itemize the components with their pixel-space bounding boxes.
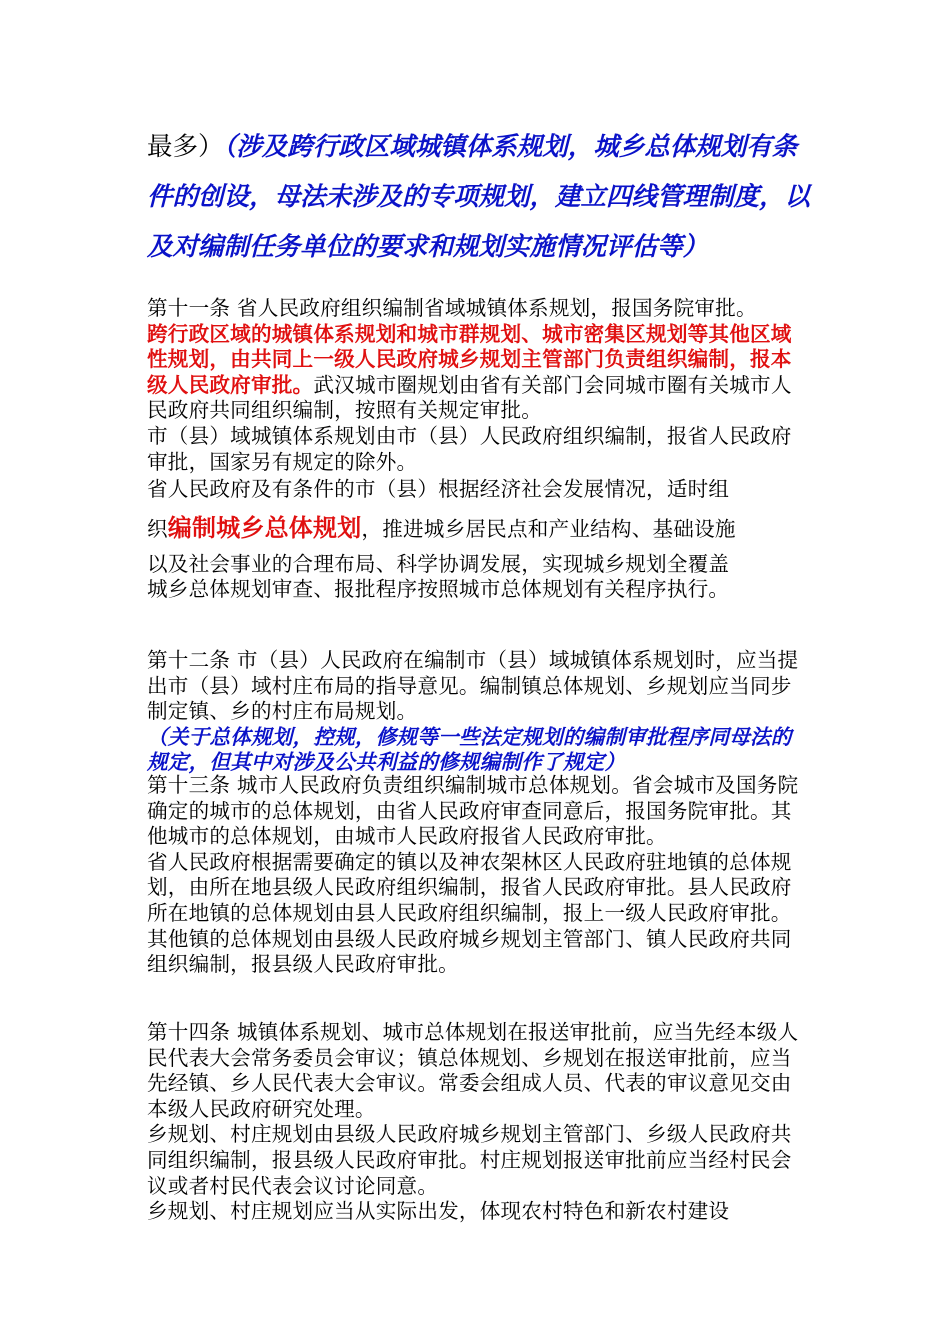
article-11-para-4c: 以及社会事业的合理布局、科学协调发展，实现城乡规划全覆盖 bbox=[147, 551, 730, 576]
article-11 bbox=[147, 296, 812, 603]
article-11-para-4b-post: ，推进城乡居民点和产业结构、基础设施 bbox=[361, 516, 736, 541]
article-14-para-1: 第十四条 城镇体系规划、城市总体规划在报送审批前，应当先经本级人民代表大会常务委员会审议；镇总体规划、乡规划在报送审批前，应当先经镇、乡人民代表大会审议。常委会组成人员、代表的审议意见交由本级人民政府研究处理。 bbox=[147, 1020, 799, 1121]
article-11-para-4b-pre: 织 bbox=[147, 516, 168, 541]
article-14-para-3: 乡规划、村庄规划应当从实际出发，体现农村特色和新农村建设 bbox=[147, 1199, 730, 1224]
article-12-para-1: 第十二条 市（县）人民政府在编制市（县）域城镇体系规划时，应当提出市（县）域村庄布局的指导意见。编制镇总体规划、乡规划应当同步制定镇、乡的村庄布局规划。 bbox=[147, 648, 799, 724]
article-11-highlight: 跨行政区域的城镇体系规划和城市群规划、城市密集区规划等其他区域性规划，由共同上一级人民政府城乡规划主管部门负责组织编制，报本级人民政府审批。 bbox=[147, 321, 792, 397]
article-13 bbox=[147, 773, 812, 978]
article-13-para-1: 第十三条 城市人民政府负责组织编制城市总体规划。省会城市及国务院确定的城市的总体规划，由省人民政府审查同意后，报国务院审批。其他城市的总体规划，由城市人民政府报省人民政府审批。 bbox=[147, 773, 799, 849]
intro-lead-text: 最多） bbox=[147, 132, 224, 162]
article-11-para-2 bbox=[147, 322, 812, 424]
article-11-para-5: 城乡总体规划审查、报批程序按照城市总体规划有关程序执行。 bbox=[147, 577, 730, 602]
article-11-para-1: 第十一条 省人民政府组织编制省域城镇体系规划，报国务院审批。 bbox=[147, 296, 757, 320]
article-11-para-4b bbox=[147, 509, 812, 548]
intro-paragraph bbox=[147, 122, 812, 272]
article-14 bbox=[147, 1020, 812, 1225]
article-12 bbox=[147, 648, 812, 776]
article-14-para-2: 乡规划、村庄规划由县级人民政府城乡规划主管部门、乡级人民政府共同组织编制，报县级人民政府审批。村庄规划报送审批前应当经村民会议或者村民代表会议讨论同意。 bbox=[147, 1122, 792, 1198]
article-11-para-4a: 省人民政府及有条件的市（县）根据经济社会发展情况，适时组 bbox=[147, 477, 730, 502]
article-11-para-2-rest: 武汉城市圈规划由省有关部门会同城市圈有关城市人民政府共同组织编制，按照有关规定审批。 bbox=[147, 372, 792, 423]
intro-annotation: （涉及跨行政区域城镇体系规划，城乡总体规划有条件的创设，母法未涉及的专项规划，建立四线管理制度，以及对编制任务单位的要求和规划实施情况评估等） bbox=[147, 132, 811, 262]
article-11-para-3: 市（县）域城镇体系规划由市（县）人民政府组织编制，报省人民政府审批，国家另有规定的除外。 bbox=[147, 423, 792, 474]
article-11-highlight-2: 编制城乡总体规划 bbox=[167, 513, 362, 542]
article-12-annotation: （关于总体规划，控规，修规等一些法定规划的编制审批程序同母法的规定，但其中对涉及公共利益的修规编制作了规定） bbox=[147, 724, 792, 775]
article-13-para-2: 省人民政府根据需要确定的镇以及神农架林区人民政府驻地镇的总体规划，由所在地县级人民政府组织编制，报省人民政府审批。县人民政府所在地镇的总体规划由县人民政府组织编制，报上一级人民政府审批。其他镇的总体规划由县级人民政府城乡规划主管部门、镇人民政府共同组织编制，报县级人民政府审批。 bbox=[147, 849, 792, 977]
